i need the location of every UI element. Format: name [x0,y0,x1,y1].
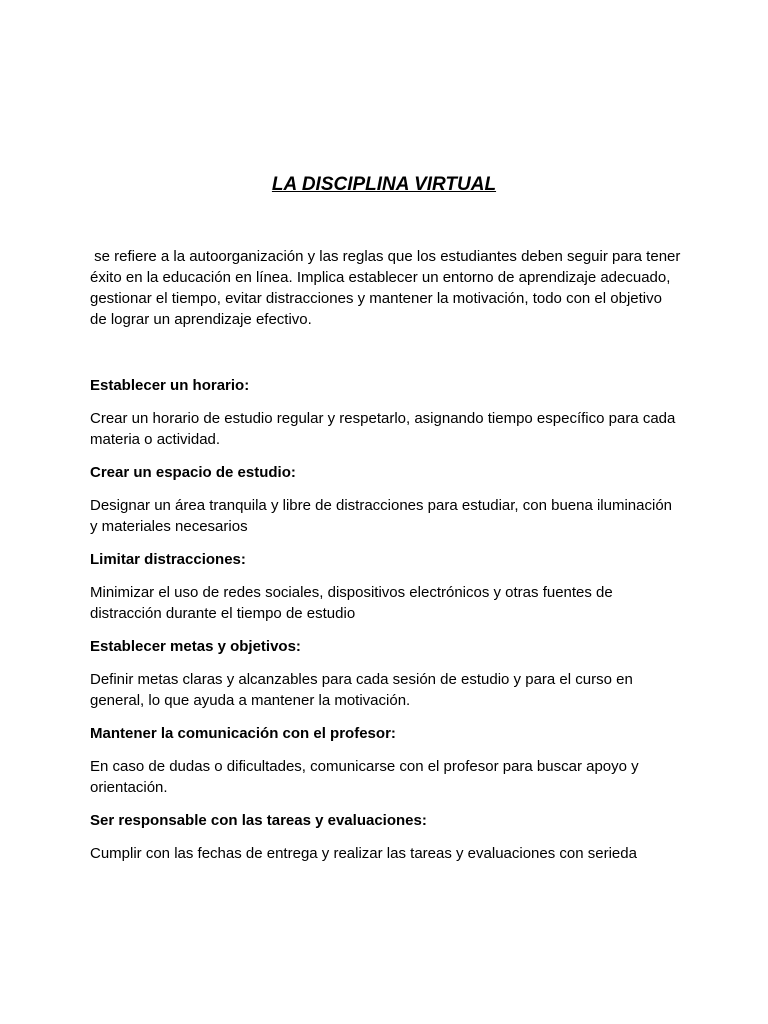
section-text-comunicacion: En caso de dudas o dificultades, comunicarse con el profesor para buscar apoyo y orientación. [90,758,639,796]
section-heading-horario: Establecer un horario: [90,377,250,394]
section-text-metas: Definir metas claras y alcanzables para cada sesión de estudio y para el curso en general, lo que ayuda a mantener la motivación. [90,671,633,709]
section-text-horario: Crear un horario de estudio regular y respetarlo, asignando tiempo específico para cada materia o actividad. [90,410,676,448]
section-heading-metas: Establecer metas y objetivos: [90,638,301,655]
section-heading-distracciones: Limitar distracciones: [90,551,246,568]
section-text-espacio: Designar un área tranquila y libre de distracciones para estudiar, con buena iluminación y materiales necesarios [90,497,673,535]
document-title: LA DISCIPLINA VIRTUAL [271,174,497,195]
document-body [90,246,685,876]
section-heading-comunicacion: Mantener la comunicación con el profesor: [90,725,396,742]
section-text-responsable: Cumplir con las fechas de entrega y realizar las tareas y evaluaciones con serieda [90,845,637,862]
section-text-distracciones: Minimizar el uso de redes sociales, dispositivos electrónicos y otras fuentes de distracción durante el tiempo de estudio [90,584,613,622]
intro-paragraph: se refiere a la autoorganización y las reglas que los estudiantes deben seguir para tener éxito en la educación en línea. Implica establecer un entorno de aprendizaje adecuado, gestionar el tiempo, evitar distracciones y mantener la motivación, todo con el objetivo de lograr un aprendizaje efectivo. [90,248,685,328]
section-heading-espacio: Crear un espacio de estudio: [90,464,296,481]
section-heading-responsable: Ser responsable con las tareas y evaluaciones: [90,812,427,829]
